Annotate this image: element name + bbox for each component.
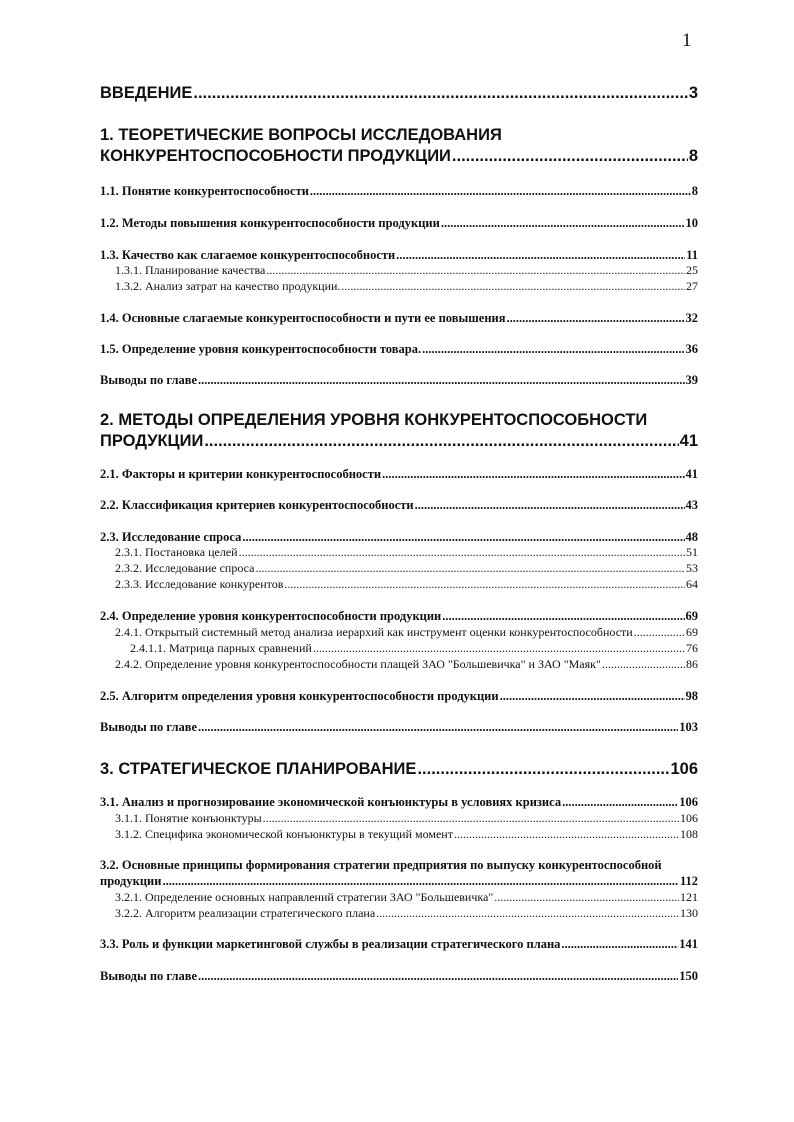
toc-entry-1-2[interactable] <box>100 216 698 231</box>
dot-leader <box>162 874 679 889</box>
dot-leader <box>396 248 685 263</box>
toc-entry-title: 1.3.1. Планирование качества <box>115 263 266 277</box>
toc-entry-title: Выводы по главе <box>100 969 198 983</box>
toc-entry-3-2[interactable] <box>100 874 698 889</box>
dot-leader <box>417 760 669 779</box>
toc-entry-page: 51 <box>686 545 698 559</box>
toc-entry-title: 2.2. Классификация критериев конкурентоспособности <box>100 498 414 512</box>
toc-entry-2-3-3[interactable] <box>115 577 698 592</box>
toc-entry-page: 76 <box>686 641 698 655</box>
toc-entry-page: 39 <box>685 373 698 387</box>
toc-chapter-1-title-line[interactable]: 1. ТЕОРЕТИЧЕСКИЕ ВОПРОСЫ ИССЛЕДОВАНИЯ <box>100 126 502 144</box>
toc-entry-title: 1.4. Основные слагаемые конкурентоспособности и пути ее повышения <box>100 311 506 325</box>
dot-leader <box>454 827 679 842</box>
dot-leader <box>602 657 685 672</box>
dot-leader <box>422 342 684 357</box>
toc-entry-page: 130 <box>680 906 698 920</box>
toc-entry-2-3[interactable] <box>100 530 698 545</box>
toc-entry-3-2-2[interactable] <box>115 906 698 921</box>
dot-leader <box>313 641 685 656</box>
dot-leader <box>452 147 688 166</box>
dot-leader <box>442 609 684 624</box>
toc-entry-2-5[interactable] <box>100 689 698 704</box>
toc-entry-page: 32 <box>685 311 698 325</box>
dot-leader <box>634 625 685 640</box>
toc-entry-page: 3 <box>688 84 698 102</box>
dot-leader <box>266 263 685 278</box>
dot-leader <box>204 432 678 451</box>
toc-entry-2-4[interactable] <box>100 609 698 624</box>
dot-leader <box>441 216 685 231</box>
toc-entry-title: 1.2. Методы повышения конкурентоспособности продукции <box>100 216 440 230</box>
toc-entry-2-3-1[interactable] <box>115 545 698 560</box>
dot-leader <box>198 969 678 984</box>
toc-entry-title: Выводы по главе <box>100 720 198 734</box>
toc-entry-title: 2.4.2. Определение уровня конкурентоспособности плащей ЗАО "Большевичка" и ЗАО "Маяк" <box>115 657 601 671</box>
toc-entry-1-3-2[interactable] <box>115 279 698 294</box>
toc-entry-title: КОНКУРЕНТОСПОСОБНОСТИ ПРОДУКЦИИ <box>100 147 451 165</box>
toc-entry-title: 1.3. Качество как слагаемое конкурентоспособности <box>100 248 396 262</box>
toc-entry-3-3[interactable] <box>100 937 698 952</box>
dot-leader <box>500 689 685 704</box>
dot-leader <box>193 84 687 103</box>
toc-entry-title: 2.3.2. Исследование спроса <box>115 561 255 575</box>
toc-entry-page: 69 <box>686 625 698 639</box>
toc-entry-title: ПРОДУКЦИИ <box>100 432 204 450</box>
toc-entry-title: 2.3. Исследование спроса <box>100 530 242 544</box>
toc-entry-title: 2.4.1.1. Матрица парных сравнений <box>130 641 312 655</box>
dot-leader <box>494 890 679 905</box>
toc-entry-page: 64 <box>686 577 698 591</box>
toc-entry-1-1[interactable] <box>100 184 698 199</box>
toc-entry-title: 1.3.2. Анализ затрат на качество продукции. <box>115 279 341 293</box>
toc-entry-chapter-1[interactable] <box>100 147 698 166</box>
toc-entry-title: 3.2.2. Алгоритм реализации стратегического плана <box>115 906 376 920</box>
toc-entry-title: 2.4. Определение уровня конкурентоспособности продукции <box>100 609 442 623</box>
toc-entry-page: 25 <box>686 263 698 277</box>
toc-entry-page: 8 <box>688 147 698 165</box>
toc-entry-introduction[interactable] <box>100 84 698 103</box>
dot-leader <box>310 184 691 199</box>
toc-entry-chapter-2[interactable] <box>100 432 698 451</box>
toc-entry-chapter-1-conclusions[interactable] <box>100 373 698 388</box>
dot-leader <box>239 545 685 560</box>
toc-entry-page: 43 <box>685 498 698 512</box>
toc-entry-page: 106 <box>670 760 698 778</box>
page-number: 1 <box>682 30 692 51</box>
toc-entry-page: 27 <box>686 279 698 293</box>
toc-entry-1-5[interactable] <box>100 342 698 357</box>
toc-entry-page: 11 <box>686 248 698 262</box>
toc-entry-page: 103 <box>679 720 698 734</box>
toc-entry-title: 2.5. Алгоритм определения уровня конкурентоспособности продукции <box>100 689 499 703</box>
toc-entry-chapter-2-conclusions[interactable] <box>100 720 698 735</box>
toc-entry-page: 53 <box>686 561 698 575</box>
toc-entry-3-2-1[interactable] <box>115 890 698 905</box>
toc-entry-title: 1.1. Понятие конкурентоспособности <box>100 184 309 198</box>
toc-entry-2-4-1[interactable] <box>115 625 698 640</box>
toc-entry-page: 86 <box>686 657 698 671</box>
toc-entry-title: 3.2.1. Определение основных направлений стратегии ЗАО "Большевичка" <box>115 890 494 904</box>
toc-entry-page: 48 <box>685 530 698 544</box>
toc-entry-page: 41 <box>679 432 698 450</box>
toc-entry-page: 10 <box>685 216 698 230</box>
toc-entry-title: ВВЕДЕНИЕ <box>100 84 193 102</box>
toc-entry-page: 106 <box>680 811 698 825</box>
toc-entry-title: 3.3. Роль и функции маркетинговой службы в реализации стратегического плана <box>100 937 561 951</box>
toc-entry-page: 141 <box>679 937 698 951</box>
toc-entry-1-4[interactable] <box>100 311 698 326</box>
toc-entry-title: Выводы по главе <box>100 373 198 387</box>
dot-leader <box>242 530 684 545</box>
dot-leader <box>198 373 684 388</box>
toc-entry-2-1[interactable] <box>100 467 698 482</box>
toc-entry-page: 108 <box>680 827 698 841</box>
dot-leader <box>382 467 684 482</box>
toc-entry-title: 2.1. Факторы и критерии конкурентоспособности <box>100 467 382 481</box>
toc-entry-3-1[interactable] <box>100 795 698 810</box>
dot-leader <box>415 498 685 513</box>
toc-entry-title: 2.4.1. Открытый системный метод анализа иерархий как инструмент оценки конкурентоспособности <box>115 625 633 639</box>
dot-leader <box>561 937 678 952</box>
toc-entry-2-4-2[interactable] <box>115 657 698 672</box>
toc-entry-page: 150 <box>679 969 698 983</box>
toc-entry-2-2[interactable] <box>100 498 698 513</box>
toc-entry-title: продукции <box>100 874 162 888</box>
toc-entry-page: 8 <box>691 184 698 198</box>
toc-entry-3-1-2[interactable] <box>115 827 698 842</box>
dot-leader <box>284 577 685 592</box>
toc-entry-title: 3. СТРАТЕГИЧЕСКОЕ ПЛАНИРОВАНИЕ <box>100 760 417 778</box>
toc-entry-2-4-1-1[interactable] <box>130 641 698 656</box>
dot-leader <box>376 906 679 921</box>
toc-entry-title: 1.5. Определение уровня конкурентоспособности товара. <box>100 342 422 356</box>
toc-entry-page: 36 <box>685 342 698 356</box>
toc-entry-page: 41 <box>685 467 698 481</box>
toc-entry-1-3[interactable] <box>100 248 698 263</box>
toc-entry-title: 2.3.3. Исследование конкурентов <box>115 577 284 591</box>
dot-leader <box>507 311 685 326</box>
toc-entry-page: 121 <box>680 890 698 904</box>
toc-chapter-2-title-line[interactable]: 2. МЕТОДЫ ОПРЕДЕЛЕНИЯ УРОВНЯ КОНКУРЕНТОСПОСОБНОСТИ <box>100 411 648 429</box>
toc-entry-3-2-title-line[interactable]: 3.2. Основные принципы формирования стратегии предприятия по выпуску конкурентоспособной <box>100 858 662 872</box>
dot-leader <box>341 279 685 294</box>
dot-leader <box>255 561 685 576</box>
toc-entry-chapter-3[interactable] <box>100 760 698 779</box>
toc-entry-3-1-1[interactable] <box>115 811 698 826</box>
dot-leader <box>263 811 679 826</box>
toc-entry-page: 106 <box>679 795 698 809</box>
toc-entry-title: 3.1.1. Понятие конъюнктуры <box>115 811 262 825</box>
toc-entry-1-3-1[interactable] <box>115 263 698 278</box>
toc-entry-2-3-2[interactable] <box>115 561 698 576</box>
toc-entry-page: 98 <box>685 689 698 703</box>
toc-entry-page: 69 <box>685 609 698 623</box>
dot-leader <box>562 795 678 810</box>
toc-entry-title: 3.1.2. Специфика экономической конъюнктуры в текущий момент <box>115 827 453 841</box>
toc-entry-page: 112 <box>679 874 698 888</box>
dot-leader <box>198 720 678 735</box>
toc-entry-title: 2.3.1. Постановка целей <box>115 545 238 559</box>
toc-entry-chapter-3-conclusions[interactable] <box>100 969 698 984</box>
toc-entry-title: 3.1. Анализ и прогнозирование экономической конъюнктуры в условиях кризиса <box>100 795 562 809</box>
